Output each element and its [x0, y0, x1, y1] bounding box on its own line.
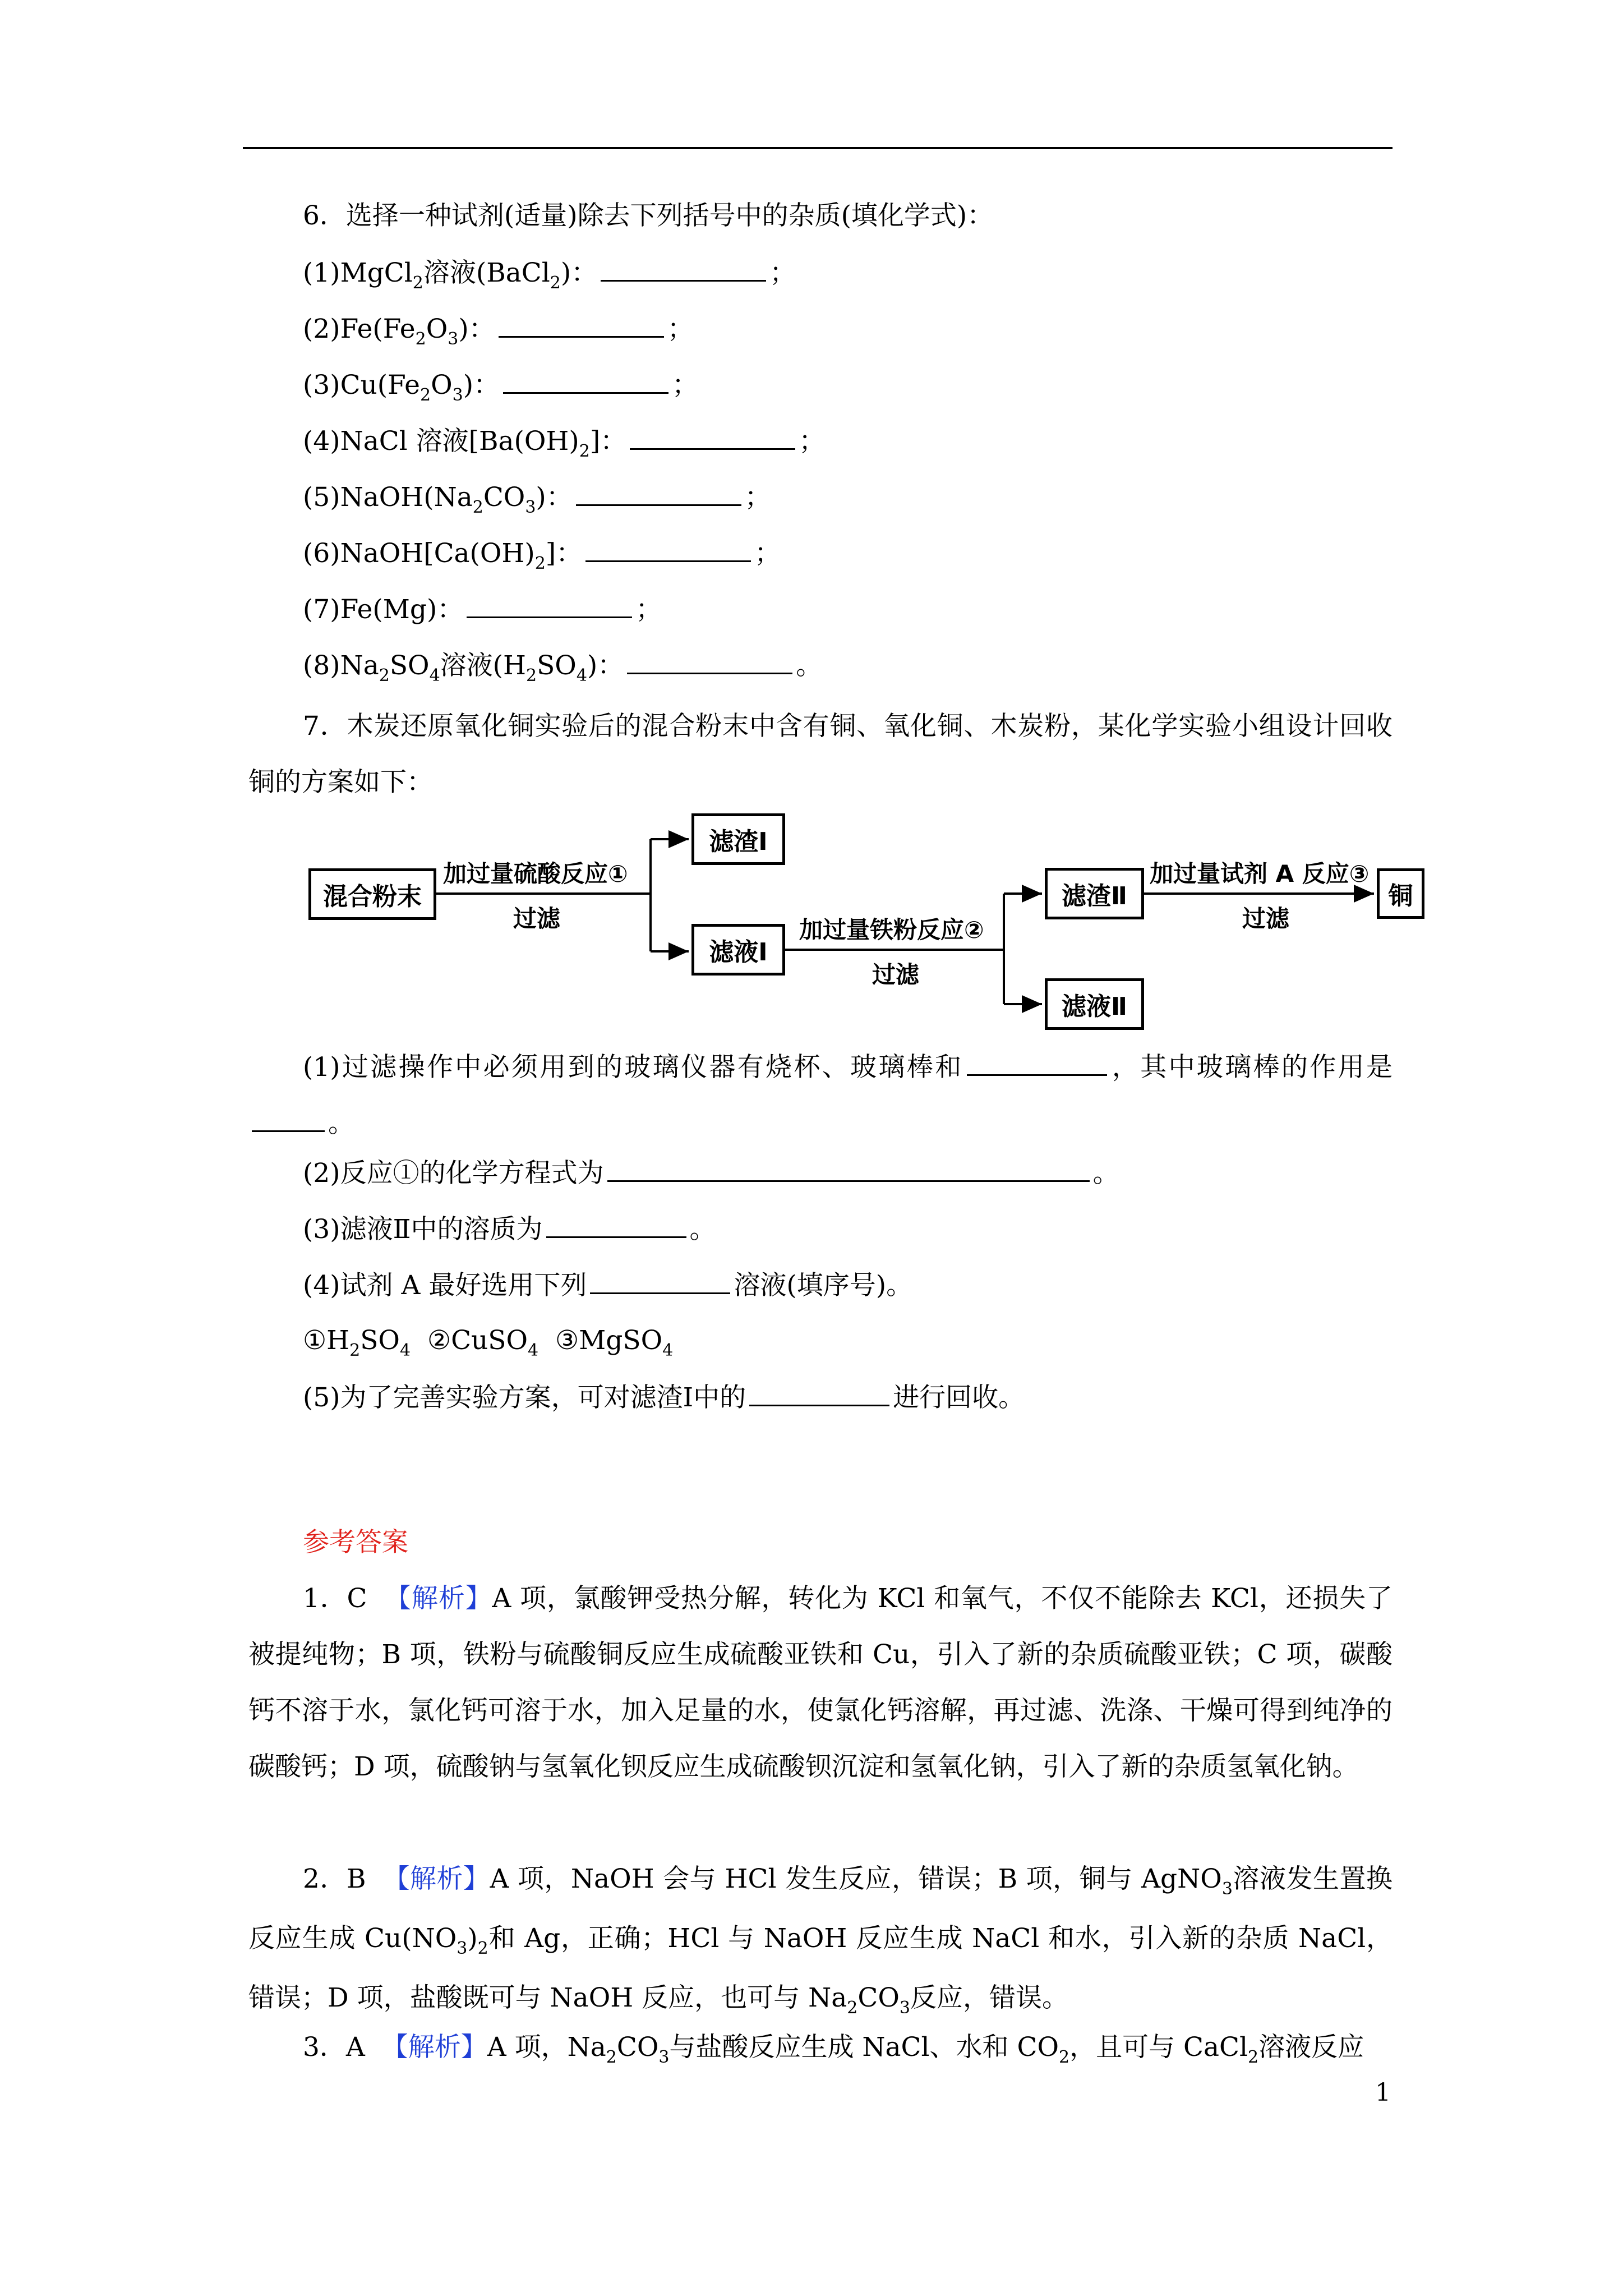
step1-label: 加过量硫酸反应①: [443, 860, 628, 887]
q6-item-3: $(3)Cu(Fe_2O_3)$： ；: [303, 367, 698, 406]
step1-filter-label: 过滤: [513, 905, 561, 932]
q6-item-7: (7)Fe(Mg)： ；: [303, 592, 662, 627]
step2-label: 加过量铁粉反应②: [799, 916, 984, 944]
answer-blank[interactable]: [467, 592, 632, 618]
answer-3: 3．A 【解析】A 项，$Na_2CO_3$与盐酸反应生成 NaCl、水和 $CO_2$，且可与 CaCl$_2$溶液反应: [303, 2032, 1364, 2067]
step3-label: 加过量试剂 A 反应③: [1150, 860, 1370, 887]
answer-blank[interactable]: [627, 648, 792, 674]
q7-options: $①H_2SO_4$ ②CuSO$_4$ ③MgSO$_4$: [303, 1325, 674, 1360]
answer-blank[interactable]: [749, 1380, 889, 1406]
step3-filter-label: 过滤: [1242, 905, 1290, 932]
box-filtrate-2: 滤液Ⅱ: [1045, 978, 1144, 1030]
answer-1: 1．C 【解析】A 项，氯酸钾受热分解，转化为 KCl 和氧气，不仅不能除去 KCl，还损失了被提纯物；B 项，铁粉与硫酸铜反应生成硫酸亚铁和 Cu，引入了新的杂质硫酸亚铁；C 项，碳酸钙不溶于水，氯化钙可溶于水，加入足量的水，使氯化钙溶解，再过滤、洗涤、干燥可得到纯净的碳酸钙；D 项，硫酸钠与氢氧化钡反应生成硫酸钡沉淀和氢氧化钠，引入了新的杂质氢氧化钠。: [248, 1583, 1393, 1782]
answer-2: 2．B 【解析】A 项，NaOH 会与 HCl 发生反应，错误；B 项，铜与 AgNO$_3$溶液发生置换反应生成 $Cu(NO_3)_2$和 Ag，正确；HCl 与 NaOH 反应生成 NaCl 和水，引入新的杂质 NaCl，错误；D 项，盐酸既可与 NaOH 反应，也可与 $Na_2CO_3$反应，错误。: [248, 1864, 1393, 2018]
box-residue-2: 滤渣Ⅱ: [1045, 868, 1144, 919]
q6-item-5: $(5)NaOH(Na_2CO_3)$： ；: [303, 480, 771, 518]
answer-blank[interactable]: [499, 311, 664, 338]
q7-sub-1: (1)过滤操作中必须用到的玻璃仪器有烧杯、玻璃棒和 ，其中玻璃棒的作用是。: [248, 1039, 1393, 1152]
header-rule: [243, 147, 1393, 149]
q7-sub-3: (3)滤液Ⅱ中的溶质为 。: [303, 1212, 716, 1246]
answer-blank[interactable]: [630, 424, 795, 450]
box-residue-1: 滤渣Ⅰ: [691, 813, 785, 865]
q6-item-8: $(8)Na_2SO_4$溶液$(H_2SO_4)$： 。: [303, 648, 822, 686]
q7-sub-2: (2)反应①的化学方程式为 。: [303, 1156, 1119, 1190]
q7-stem: 7．木炭还原氧化铜实验后的混合粉末中含有铜、氧化铜、木炭粉，某化学实验小组设计回收铜的方案如下：: [248, 711, 1393, 798]
answer-blank[interactable]: [607, 1156, 1090, 1182]
answer-blank[interactable]: [967, 1050, 1107, 1076]
q6-item-1: (1)MgCl$_2$溶液(BaCl$_2$)： ；: [303, 255, 796, 293]
box-copper: 铜: [1377, 868, 1424, 919]
answer-blank[interactable]: [546, 1212, 686, 1238]
q7-sub-4: (4)试剂 A 最好选用下列 溶液(填序号)。: [303, 1268, 912, 1303]
answer-blank[interactable]: [601, 255, 766, 282]
q6-item-2: $(2)Fe(Fe_2O_3)$： ；: [303, 311, 694, 349]
answer-blank[interactable]: [576, 480, 741, 506]
answer-blank[interactable]: [590, 1268, 730, 1294]
answers-heading: 参考答案: [303, 1527, 408, 1558]
answer-blank[interactable]: [252, 1106, 325, 1132]
box-mixed-powder: 混合粉末: [308, 868, 436, 920]
q6-item-6: $(6)NaOH[Ca(OH)_2]$： ；: [303, 536, 781, 574]
q7-sub-5: (5)为了完善实验方案，可对滤渣Ⅰ中的 进行回收。: [303, 1380, 1025, 1415]
q6-stem: 6．选择一种试剂(适量)除去下列括号中的杂质(填化学式)：: [303, 200, 994, 231]
answer-blank[interactable]: [503, 367, 668, 394]
answer-blank[interactable]: [585, 536, 751, 562]
box-filtrate-1: 滤液Ⅰ: [691, 924, 785, 976]
step2-filter-label: 过滤: [872, 961, 920, 988]
page-number: 1: [1375, 2078, 1391, 2107]
q6-item-4: (4)NaCl 溶液$[Ba(OH)_2]$： ；: [303, 424, 825, 462]
